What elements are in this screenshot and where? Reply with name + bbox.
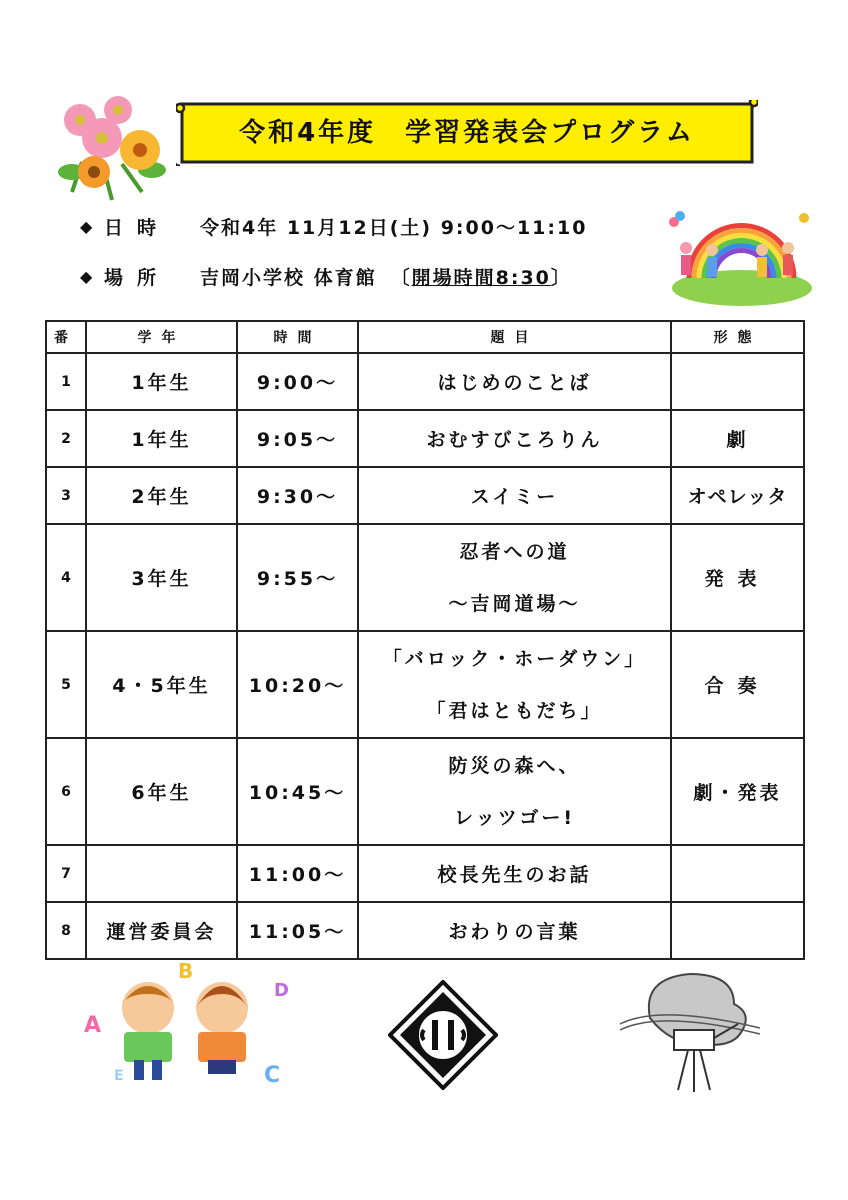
row-time: 9:55〜 <box>237 524 358 631</box>
bracket-open: 〔 <box>390 266 412 289</box>
row-grade <box>86 845 237 902</box>
row-title <box>358 524 671 631</box>
table-row <box>46 467 804 524</box>
diamond-bullet-icon: ◆ <box>80 216 95 236</box>
header-number: 番 <box>46 321 86 353</box>
table-header-row <box>46 321 804 353</box>
row-number: 1 <box>46 353 86 410</box>
row-number: 4 <box>46 524 86 631</box>
letter-a: A <box>84 1013 102 1038</box>
open-time-note <box>391 263 572 290</box>
title-banner <box>176 100 758 166</box>
row-number: 7 <box>46 845 86 902</box>
row-form: オペレッタ <box>671 467 804 524</box>
table-row <box>46 738 804 845</box>
table-row <box>46 410 804 467</box>
row-form <box>671 902 804 959</box>
header-time: 時間 <box>237 321 358 353</box>
row-title: はじめのことば <box>358 353 671 410</box>
school-emblem-icon <box>388 980 498 1090</box>
row-number: 8 <box>46 902 86 959</box>
place-label: 場所 <box>104 266 171 289</box>
rainbow-children-icon <box>664 208 814 308</box>
flower-bouquet-icon <box>52 92 172 204</box>
row-grade: 6年生 <box>86 738 237 845</box>
row-grade: 運営委員会 <box>86 902 237 959</box>
conductor-tree-icon <box>610 968 770 1096</box>
row-form: 発表 <box>671 524 804 631</box>
row-time: 9:05〜 <box>237 410 358 467</box>
title-line-2: 「君はともだち」 <box>426 699 603 722</box>
title-line-1: 防災の森へ、 <box>448 754 581 777</box>
row-grade: 1年生 <box>86 410 237 467</box>
header-form: 形態 <box>671 321 804 353</box>
row-form <box>671 353 804 410</box>
row-title <box>358 738 671 845</box>
row-title <box>358 631 671 738</box>
place-value: 吉岡小学校 体育館 <box>200 266 377 289</box>
bracket-close: 〕 <box>550 266 572 289</box>
row-time: 10:45〜 <box>237 738 358 845</box>
row-title: おわりの言葉 <box>358 902 671 959</box>
header-grade: 学年 <box>86 321 237 353</box>
row-time: 9:00〜 <box>237 353 358 410</box>
row-title: スイミー <box>358 467 671 524</box>
diamond-bullet-icon: ◆ <box>80 266 95 286</box>
table-row <box>46 631 804 738</box>
letter-e: E <box>114 1068 124 1084</box>
row-number: 2 <box>46 410 86 467</box>
row-time: 11:00〜 <box>237 845 358 902</box>
title-line-1: 「バロック・ホーダウン」 <box>382 647 647 670</box>
table-row <box>46 845 804 902</box>
row-time: 10:20〜 <box>237 631 358 738</box>
row-form <box>671 845 804 902</box>
info-place-row <box>80 261 572 291</box>
singing-children-icon <box>78 960 298 1090</box>
letter-b: B <box>178 960 194 983</box>
date-value: 令和4年 11月12日(土) 9:00〜11:10 <box>200 216 588 239</box>
row-number: 6 <box>46 738 86 845</box>
row-number: 3 <box>46 467 86 524</box>
table-row <box>46 353 804 410</box>
info-date-row <box>80 211 587 241</box>
row-grade: 3年生 <box>86 524 237 631</box>
program-table <box>45 320 805 960</box>
header-title: 題目 <box>358 321 671 353</box>
row-grade: 2年生 <box>86 467 237 524</box>
row-grade: 4・5年生 <box>86 631 237 738</box>
row-grade: 1年生 <box>86 353 237 410</box>
title-line-1: 忍者への道 <box>459 540 570 563</box>
row-form: 劇・発表 <box>671 738 804 845</box>
letter-d: D <box>274 980 289 1001</box>
date-label: 日時 <box>104 216 171 239</box>
row-number: 5 <box>46 631 86 738</box>
title-line-2: 〜吉岡道場〜 <box>448 592 581 615</box>
table-row <box>46 902 804 959</box>
open-time-text: 開場時間8:30 <box>411 266 551 289</box>
row-title: おむすびころりん <box>358 410 671 467</box>
page-title: 令和4年度 学習発表会プログラム <box>239 118 695 148</box>
row-title: 校長先生のお話 <box>358 845 671 902</box>
row-form: 合奏 <box>671 631 804 738</box>
table-row <box>46 524 804 631</box>
letter-c: C <box>264 1063 281 1088</box>
row-time: 9:30〜 <box>237 467 358 524</box>
title-line-2: レッツゴー! <box>453 806 576 829</box>
row-time: 11:05〜 <box>237 902 358 959</box>
row-form: 劇 <box>671 410 804 467</box>
